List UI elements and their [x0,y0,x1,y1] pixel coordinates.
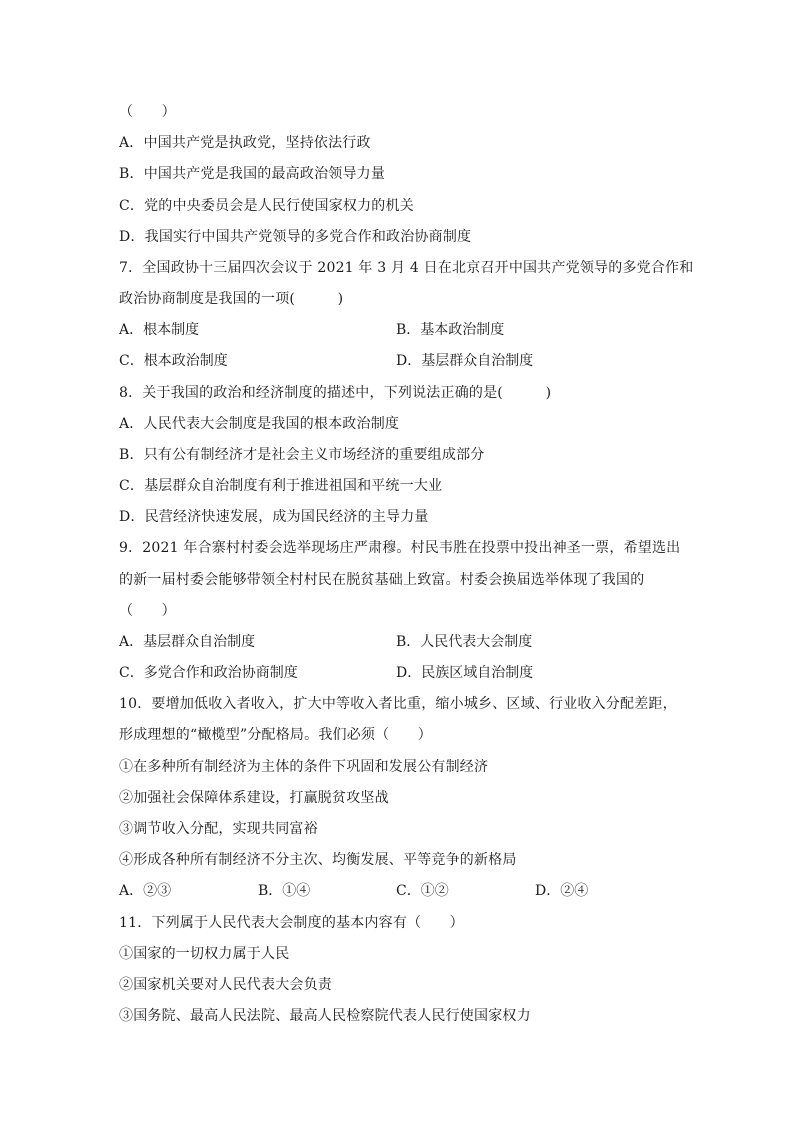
q6-answer-bracket: （ ） [119,104,176,120]
q10-stem-line-1: 10．要增加低收入者收入，扩大中等收入者比重，缩小城乡、区域、行业收入分配差距， [119,696,677,712]
q10-statement-1: ①在多种所有制经济为主体的条件下巩固和发展公有制经济 [119,759,489,775]
q10-stem-line-2: 形成理想的“橄榄型”分配格局。我们必须（ ） [119,727,432,743]
q9-option-c: C．多党合作和政治协商制度 [119,665,298,681]
q7-option-b: B．基本政治制度 [396,322,505,338]
q10-option-b: B．①④ [258,883,311,899]
q9-answer-bracket: （ ） [119,603,176,619]
q8-stem: 8．关于我国的政治和经济制度的描述中，下列说法正确的是( ) [119,385,552,401]
q10-option-a: A．②③ [119,883,172,899]
q8-option-a: A．人民代表大会制度是我国的根本政治制度 [119,416,400,432]
q9-stem-line-1: 9．2021 年合寨村村委会选举现场庄严肃穆。村民韦胜在投票中投出神圣一票，希望选出 [119,540,681,556]
q9-option-b: B．人民代表大会制度 [396,634,533,650]
q7-stem-line-2: 政治协商制度是我国的一项( ) [119,291,344,307]
q6-option-b: B．中国共产党是我国的最高政治领导力量 [119,166,386,182]
q7-stem-line-1: 7．全国政协十三届四次会议于 2021 年 3 月 4 日在北京召开中国共产党领导的多党合作和 [119,260,694,276]
q10-statement-3: ③调节收入分配，实现共同富裕 [119,821,318,837]
q7-option-d: D．基层群众自治制度 [396,353,534,369]
q11-statement-3: ③国务院、最高人民法院、最高人民检察院代表人民行使国家权力 [119,1008,531,1024]
q8-option-d: D．民营经济快速发展，成为国民经济的主导力量 [119,509,429,525]
q11-stem: 11．下列属于人民代表大会制度的基本内容有（ ） [119,915,464,931]
q7-option-c: C．根本政治制度 [119,353,228,369]
q8-option-c: C．基层群众自治制度有利于推进祖国和平统一大业 [119,478,443,494]
q9-option-d: D．民族区域自治制度 [396,665,534,681]
q6-option-c: C．党的中央委员会是人民行使国家权力的机关 [119,198,414,214]
q9-stem-line-2: 的新一届村委会能够带领全村村民在脱贫基础上致富。村委会换届选举体现了我国的 [119,572,645,588]
q11-statement-2: ②国家机关要对人民代表大会负责 [119,977,332,993]
q6-option-d: D．我国实行中国共产党领导的多党合作和政治协商制度 [119,229,472,245]
q11-statement-1: ①国家的一切权力属于人民 [119,946,290,962]
q6-option-a: A．中国共产党是执政党，坚持依法行政 [119,135,371,151]
q10-statement-2: ②加强社会保障体系建设，打赢脱贫攻坚战 [119,790,389,806]
q10-option-c: C．①② [396,883,449,899]
q10-statement-4: ④形成各种所有制经济不分主次、均衡发展、平等竞争的新格局 [119,852,517,868]
q10-option-d: D．②④ [535,883,589,899]
q9-option-a: A．基层群众自治制度 [119,634,256,650]
q7-option-a: A．根本制度 [119,322,200,338]
q8-option-b: B．只有公有制经济才是社会主义市场经济的重要组成部分 [119,447,485,463]
